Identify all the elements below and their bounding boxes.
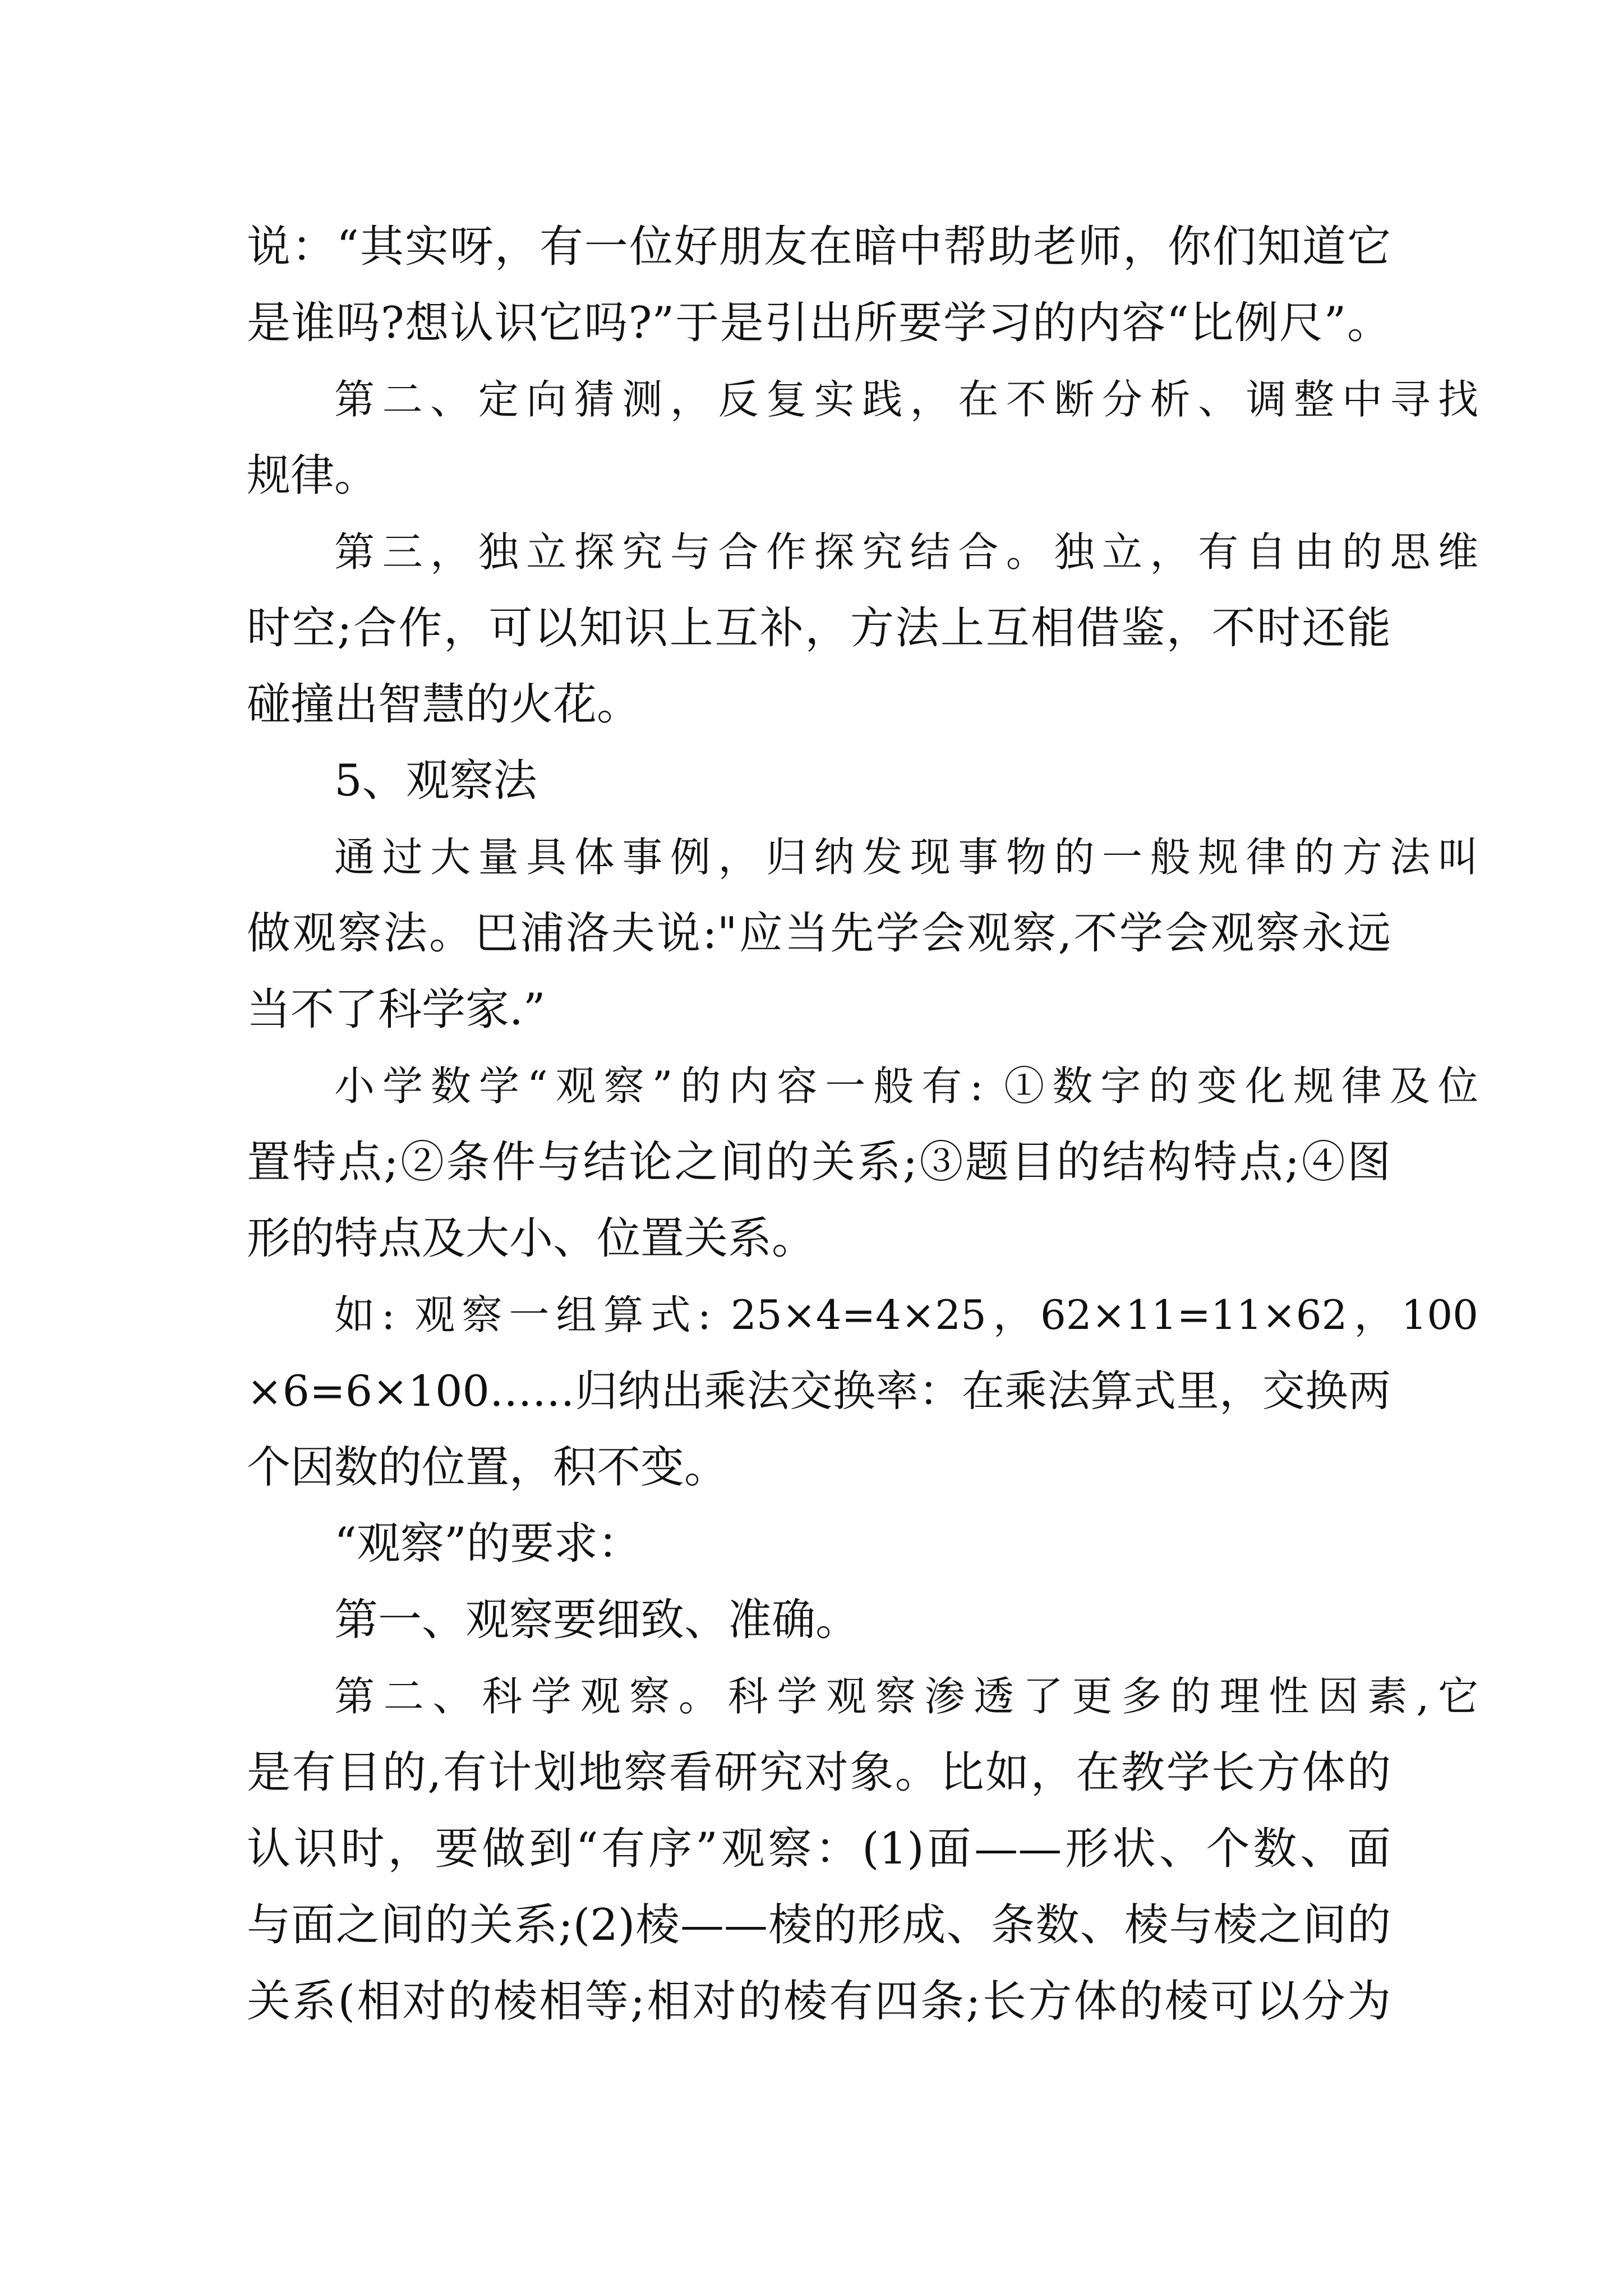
text-line: 形的特点及大小、位置关系。 <box>247 1213 816 1264</box>
text-line: 规律。 <box>247 450 379 501</box>
text-line: 如: 观察一组算式: 25×4=4×25，62×11=11×62，100 <box>334 1291 1478 1338</box>
text-line: 置特点;②条件与结论之间的关系;③题目的结构特点;④图 <box>247 1137 1391 1188</box>
text-line: 碰撞出智慧的火花。 <box>247 679 641 730</box>
text-line: 第三，独立探究与合作探究结合。独立，有自由的思维 <box>334 528 1478 576</box>
text-line: “观察”的要求： <box>334 1519 642 1569</box>
text-line: 第二、科学观察。科学观察渗透了更多的理性因素,它 <box>334 1673 1478 1720</box>
text-line: 个因数的位置，积不变。 <box>247 1442 728 1493</box>
text-line: 第二、定向猜测，反复实践，在不断分析、调整中寻找 <box>334 376 1478 423</box>
text-line: 小学数学“观察”的内容一般有: ①数字的变化规律及位 <box>334 1062 1478 1110</box>
text-line: 当不了科学家.” <box>247 984 546 1035</box>
text-line: 认识时，要做到“有序”观察：(1)面——形状、个数、面 <box>247 1824 1391 1874</box>
text-line: 第一、观察要细致、准确。 <box>334 1595 860 1645</box>
text-line: ×6=6×100……归纳出乘法交换率：在乘法算式里，交换两 <box>247 1366 1391 1416</box>
section-heading: 5、观察法 <box>334 756 537 806</box>
text-line: 是谁吗?想认识它吗?”于是引出所要学习的内容“比例尺”。 <box>247 298 1391 348</box>
text-line: 说：“其实呀，有一位好朋友在暗中帮助老师，你们知道它 <box>247 222 1391 272</box>
text-line: 与面之间的关系;(2)棱——棱的形成、条数、棱与棱之间的 <box>247 1900 1391 1950</box>
body-text <box>247 209 1478 2040</box>
text-line: 关系(相对的棱相等;相对的棱有四条;长方体的棱可以分为 <box>247 1976 1391 2027</box>
text-line: 通过大量具体事例，归纳发现事物的一般规律的方法叫 <box>334 834 1478 881</box>
text-line: 是有目的,有计划地察看研究对象。比如，在教学长方体的 <box>247 1747 1391 1798</box>
text-line: 做观察法。巴浦洛夫说:"应当先学会观察,不学会观察永远 <box>247 908 1391 959</box>
text-line: 时空;合作，可以知识上互补，方法上互相借鉴，不时还能 <box>247 603 1391 654</box>
